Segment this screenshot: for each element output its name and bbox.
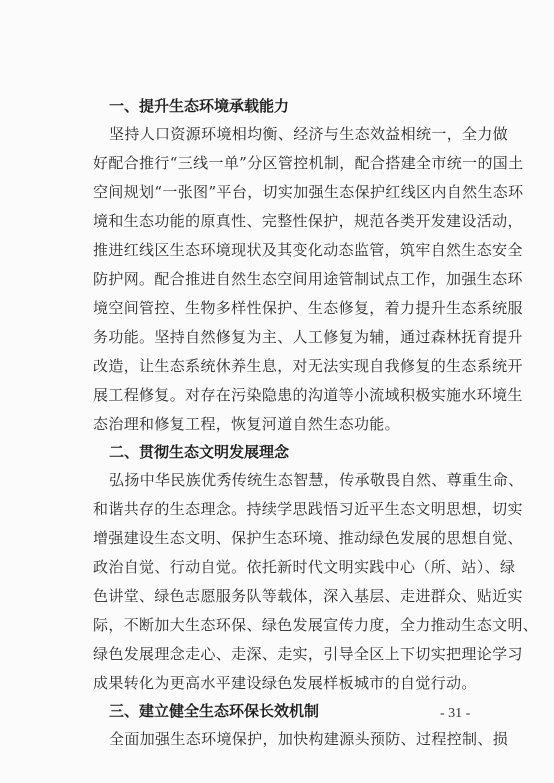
section-heading-2: 二、贯彻生态文明发展理念: [109, 443, 290, 461]
paragraph-line: 际，不断加大生态环保、绿色发展宣传力度，全力推动生态文明、: [93, 616, 539, 634]
paragraph-line: 推进红线区生态环境现状及其变化动态监管，筑牢自然生态安全: [93, 241, 523, 259]
paragraph-line: 空间规划“一张图”平台，切实加强生态保护红线区内自然生态环: [93, 183, 524, 201]
paragraph-line: 务功能。坚持自然修复为主、人工修复为辅，通过森林抚育提升: [93, 328, 523, 346]
page-number: - 31 -: [440, 706, 471, 721]
paragraph-line: 增强建设生态文明、保护生态环境、推动绿色发展的思想自觉、: [93, 529, 523, 547]
section-heading-1: 一、提升生态环境承载能力: [109, 97, 290, 115]
paragraph-line: 成果转化为更高水平建设绿色发展样板城市的自觉行动。: [93, 674, 477, 692]
paragraph-line: 改造，让生态系统休养生息，对无法实现自我修复的生态系统开: [93, 357, 523, 375]
paragraph-line: 展工程修复。对存在污染隐患的沟道等小流域积极实施水环境生: [93, 386, 523, 404]
paragraph-line: 境空间管控、生物多样性保护、生态修复，着力提升生态系统服: [93, 299, 523, 317]
paragraph-line: 色讲堂、绿色志愿服务队等载体，深入基层、走进群众、贴近实: [93, 587, 523, 605]
paragraph-line: 态治理和修复工程，恢复河道自然生态功能。: [93, 415, 401, 433]
paragraph-line: 和谐共存的生态理念。持续学思践悟习近平生态文明思想，切实: [93, 500, 523, 518]
paragraph-line: 绿色发展理念走心、走深、走实，引导全区上下切实把理论学习: [93, 645, 523, 663]
document-body: [93, 93, 539, 754]
paragraph-line: 坚持人口资源环境相均衡、经济与生态效益相统一，全力做: [109, 125, 509, 143]
paragraph-line: 弘扬中华民族优秀传统生态智慧，传承敬畏自然、尊重生命、: [109, 471, 524, 489]
paragraph-line: 境和生态功能的原真性、完整性保护，规范各类开发建设活动，: [93, 212, 523, 230]
paragraph-line: 好配合推行“三线一单”分区管控机制，配合搭建全市统一的国土: [93, 154, 524, 172]
paragraph-line: 全面加强生态环境保护，加快构建源头预防、过程控制、损: [109, 730, 509, 748]
paragraph-line: 政治自觉、行动自觉。依托新时代文明实践中心（所、站）、绿: [93, 558, 516, 576]
section-heading-3: 三、建立健全生态环保长效机制: [109, 702, 320, 720]
paragraph-line: 防护网。配合推进自然生态空间用途管制试点工作，加强生态环: [93, 270, 523, 288]
